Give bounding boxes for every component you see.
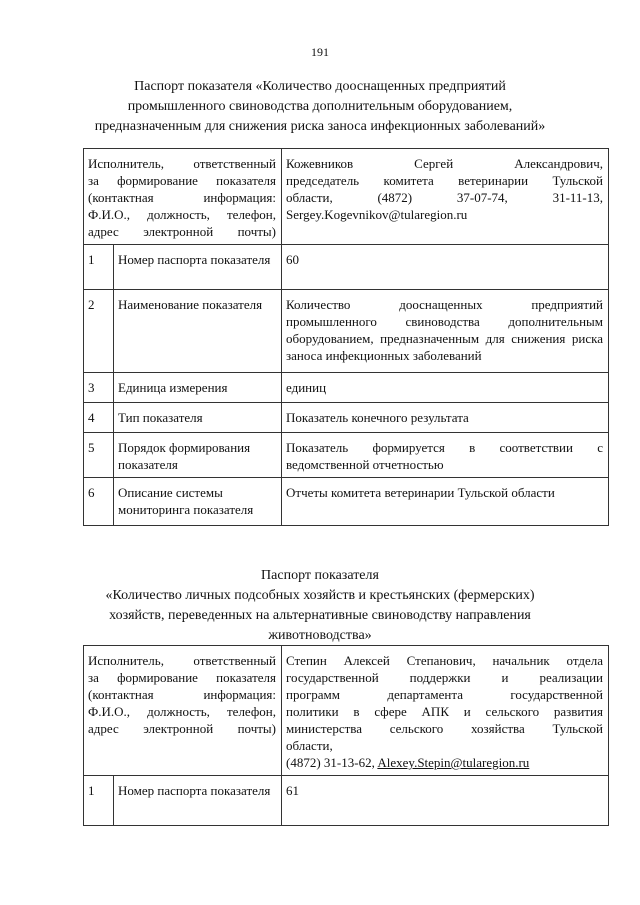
passport-2-title	[70, 566, 570, 646]
table-row	[84, 373, 609, 403]
row-value: 61	[282, 776, 609, 826]
row-name: Описание системы мониторинга показателя	[114, 478, 282, 526]
executor-value: Кожевников Сергей Александрович, председатель комитета ветеринарии Тульской области, (4872) 37-07-74, 31-11-13, Sergey.Kogevnikov@tularegion.ru	[282, 149, 609, 245]
executor-label: Исполнитель, ответственный за формирование показателя (контактная информация: Ф.И.О., должность, телефон, адрес электронной почты)	[84, 646, 282, 776]
row-number: 1	[84, 245, 114, 290]
row-number: 1	[84, 776, 114, 826]
title-line: Паспорт показателя «Количество дооснащенных предприятий	[134, 79, 506, 94]
executor-email-link[interactable]: Alexey.Stepin@tularegion.ru	[377, 755, 530, 770]
row-name: Номер паспорта показателя	[114, 245, 282, 290]
row-value: 60	[282, 245, 609, 290]
title-line: Паспорт показателя	[261, 568, 379, 583]
executor-row	[84, 646, 609, 776]
row-number: 3	[84, 373, 114, 403]
title-line: хозяйств, переведенных на альтернативные свиноводству направления	[109, 608, 531, 623]
row-value: Количество дооснащенных предприятий промышленного свиноводства дополнительным оборудованием, предназначенным для снижения риска заноса инфекционных заболеваний	[282, 290, 609, 373]
table-row	[84, 290, 609, 373]
executor-label: Исполнитель, ответственный за формирование показателя (контактная информация: Ф.И.О., должность, телефон, адрес электронной почты)	[84, 149, 282, 245]
title-line: «Количество личных подсобных хозяйств и крестьянских (фермерских)	[105, 588, 535, 603]
row-value: Показатель формируется в соответствии с ведомственной отчетностью	[282, 433, 609, 478]
table-row	[84, 245, 609, 290]
executor-row	[84, 149, 609, 245]
executor-value: Степин Алексей Степанович, начальник отдела государственной поддержки и реализации программ департамента государственной политики в сфере АПК и сельского развития министерства сельского хозяйства Тульской области, (4872) 31-13-62, Alexey.Stepin@tularegion.ru	[282, 646, 609, 776]
row-name: Наименование показателя	[114, 290, 282, 373]
title-line: предназначенным для снижения риска заноса инфекционных заболеваний»	[94, 119, 546, 134]
passport-2-table	[83, 645, 609, 826]
table-row	[84, 433, 609, 478]
table-row	[84, 403, 609, 433]
passport-1-title	[70, 77, 570, 137]
row-name: Номер паспорта показателя	[114, 776, 282, 826]
row-name: Тип показателя	[114, 403, 282, 433]
executor-phone: (4872) 31-13-62,	[286, 755, 375, 770]
row-value: Показатель конечного результата	[282, 403, 609, 433]
row-value: единиц	[282, 373, 609, 403]
page-number: 191	[311, 45, 329, 59]
row-name: Единица измерения	[114, 373, 282, 403]
row-value: Отчеты комитета ветеринарии Тульской области	[282, 478, 609, 526]
row-number: 4	[84, 403, 114, 433]
title-line: животноводства»	[268, 628, 372, 643]
row-number: 6	[84, 478, 114, 526]
row-number: 2	[84, 290, 114, 373]
table-row	[84, 776, 609, 826]
passport-1-table	[83, 148, 609, 526]
table-row	[84, 478, 609, 526]
title-line: промышленного свиноводства дополнительным оборудованием,	[127, 99, 513, 114]
row-number: 5	[84, 433, 114, 478]
row-name: Порядок формирования показателя	[114, 433, 282, 478]
executor-email: Sergey.Kogevnikov@tularegion.ru	[286, 207, 468, 222]
